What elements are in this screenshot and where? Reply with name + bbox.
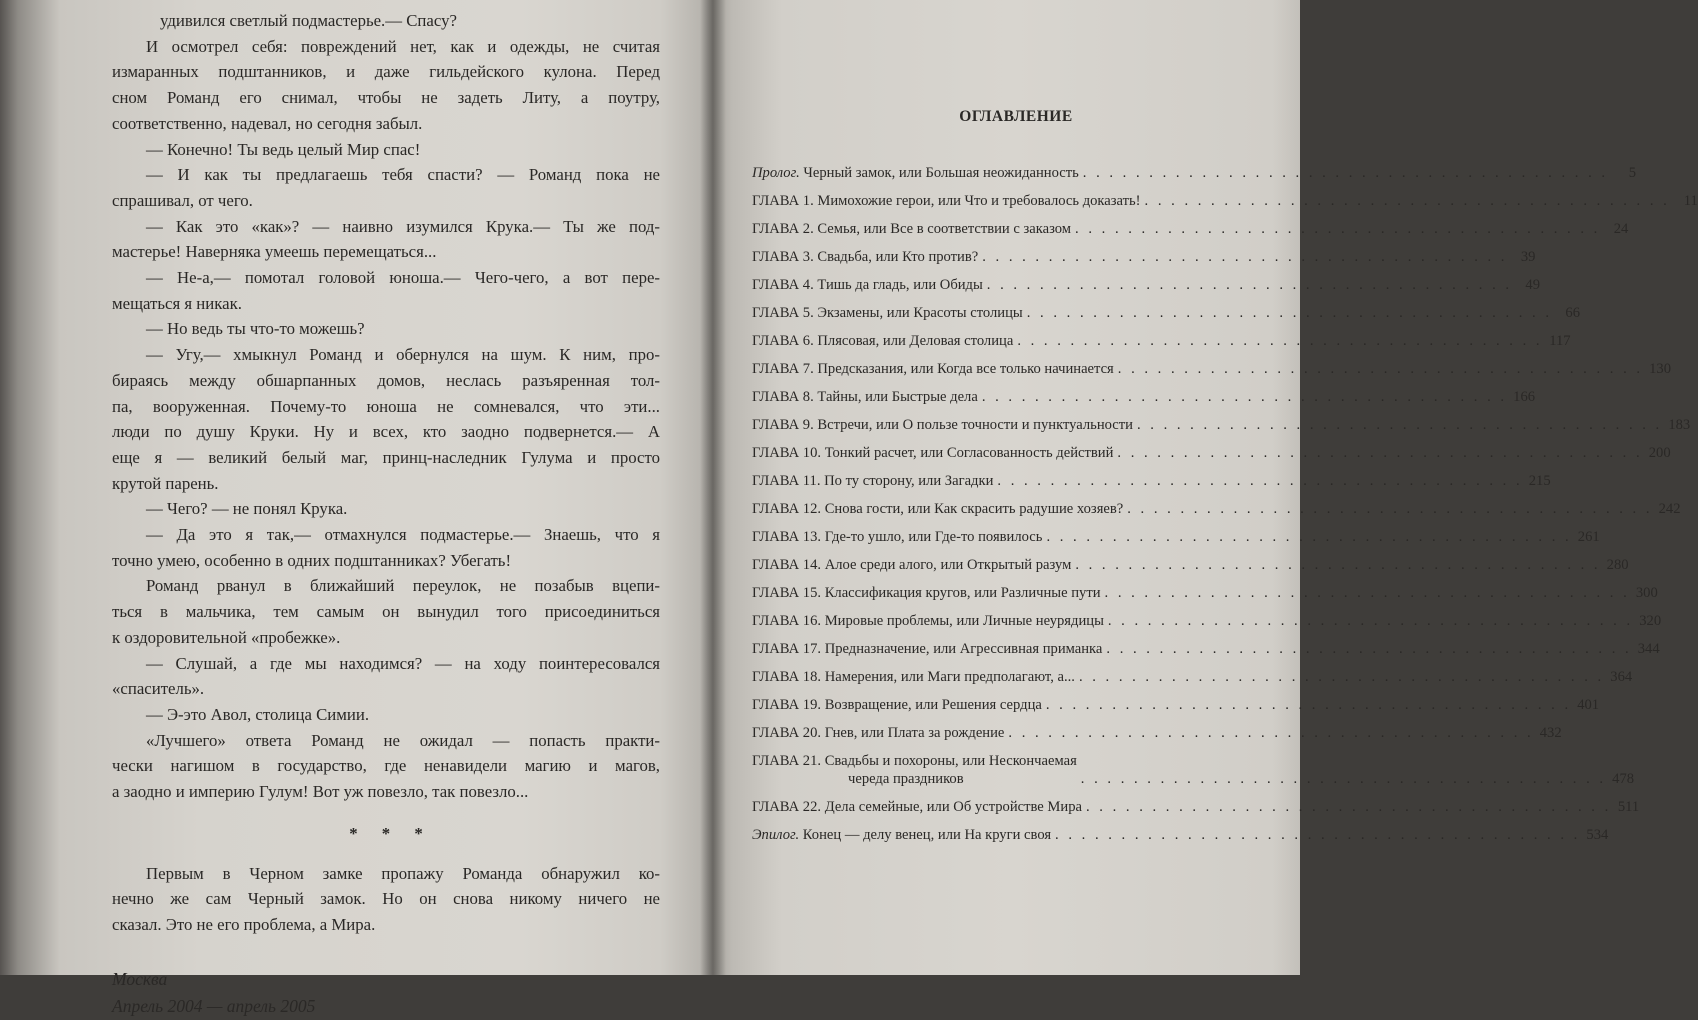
toc-entry-label bbox=[752, 752, 1077, 788]
text-line: спрашивал, от чего. bbox=[112, 190, 253, 210]
toc-page-number: 401 bbox=[1577, 697, 1600, 713]
toc-leader-dots: . . . . . . . . . . . . . . . . . . . . . . . . . . . . . . . . . . . . . . . . bbox=[1055, 827, 1581, 843]
toc-entry bbox=[752, 546, 1629, 574]
toc-leader-dots: . . . . . . . . . . . . . . . . . . . . . . . . . . . . . . . . . . . . . . . . bbox=[1045, 697, 1572, 713]
toc-entry-prefix: Эпилог. bbox=[752, 827, 800, 843]
text-line: — Но ведь ты что-то можешь? bbox=[146, 319, 365, 339]
text-line: удивился светлый подмастерье.— Спасу? bbox=[160, 11, 457, 30]
text-line: — Угу,— хмыкнул Романд и обернулся на шум. К ним, про- bbox=[146, 345, 660, 365]
toc-entry bbox=[752, 266, 1541, 294]
toc-entry-prefix: ГЛАВА 11. bbox=[752, 473, 821, 489]
text-line: точно умею, особенно в одних подштанниках? Убегать! bbox=[112, 550, 512, 570]
toc-leader-dots: . . . . . . . . . . . . . . . . . . . . . . . . . . . . . . . . . . . . . . . . bbox=[1086, 799, 1612, 815]
text-line: крутой парень. bbox=[112, 473, 219, 493]
toc-entry-prefix: ГЛАВА 17. bbox=[752, 641, 822, 657]
text-line: соответственно, надевал, но сегодня забыл. bbox=[112, 113, 423, 133]
toc-entry-prefix: ГЛАВА 3. bbox=[752, 249, 814, 265]
toc-leader-dots: . . . . . . . . . . . . . . . . . . . . . . . . . . . . . . . . . . . . . . . . bbox=[1026, 305, 1552, 321]
toc-leader-dots: . . . . . . . . . . . . . . . . . . . . . . . . . . . . . . . . . . . . . . . . bbox=[1107, 613, 1634, 629]
toc-page-number: 478 bbox=[1612, 771, 1635, 787]
signature bbox=[112, 966, 660, 1020]
toc-page-number: 432 bbox=[1539, 725, 1562, 741]
signature-dates: Апрель 2004 — апрель 2005 bbox=[112, 995, 316, 1016]
toc-entry bbox=[752, 154, 1637, 182]
toc-entry bbox=[752, 816, 1609, 844]
toc-entry bbox=[752, 602, 1662, 630]
toc-entry-label bbox=[752, 444, 1113, 462]
toc-entry-prefix: ГЛАВА 18. bbox=[752, 669, 822, 685]
signature-city: Москва bbox=[112, 968, 168, 989]
toc-entry bbox=[752, 350, 1672, 378]
toc-entry-title: Снова гости, или Как скрасить радушие хозяев? bbox=[824, 501, 1124, 517]
toc-entry-prefix: ГЛАВА 10. bbox=[752, 445, 822, 461]
toc-leader-dots: . . . . . . . . . . . . . . . . . . . . . . . . . . . . . . . . . . . . . . . . bbox=[1075, 557, 1601, 573]
toc-entry-label bbox=[752, 192, 1141, 210]
toc-page-number: 200 bbox=[1648, 445, 1671, 461]
toc-entry-label bbox=[752, 164, 1079, 182]
toc-title: ОГЛАВЛЕНИЕ bbox=[959, 108, 1073, 125]
toc-leader-dots: . . . . . . . . . . . . . . . . . . . . . . . . . . . . . . . . . . . . . . . . bbox=[997, 473, 1523, 489]
toc-entry-label bbox=[752, 248, 978, 266]
text-line: мастерье! Наверняка умеешь перемещаться... bbox=[112, 242, 437, 262]
toc-entry-title: Мимохожие герои, или Что и требовалось доказать! bbox=[817, 193, 1141, 209]
toc-entry bbox=[752, 462, 1551, 490]
toc-entry-label bbox=[752, 724, 1004, 742]
toc-leader-dots: . . . . . . . . . . . . . . . . . . . . . . . . . . . . . . . . . . . . . . . . bbox=[1127, 501, 1653, 517]
toc-entry-title: Свадьбы и похороны, или Нескончаемая bbox=[824, 753, 1077, 769]
table-of-contents bbox=[752, 108, 1698, 844]
toc-leader-dots: . . . . . . . . . . . . . . . . . . . . . . . . . . . . . . . . . . . . . . . . bbox=[981, 389, 1508, 405]
toc-entry-title: Экзамены, или Красоты столицы bbox=[817, 305, 1023, 321]
section-separator: * * * bbox=[349, 823, 433, 843]
toc-entry-prefix: ГЛАВА 20. bbox=[752, 725, 822, 741]
toc-leader-dots: . . . . . . . . . . . . . . . . . . . . . . . . . . . . . . . . . . . . . . . . bbox=[1008, 725, 1534, 741]
toc-entry-label bbox=[752, 696, 1042, 714]
toc-entry-prefix: ГЛАВА 5. bbox=[752, 305, 814, 321]
toc-page-number: 364 bbox=[1610, 669, 1633, 685]
toc-entry-prefix: ГЛАВА 15. bbox=[752, 585, 822, 601]
toc-entry-label bbox=[752, 826, 1051, 844]
text-line: к оздоровительной «пробежке». bbox=[112, 627, 341, 647]
toc-entry-label bbox=[752, 668, 1075, 686]
text-line: еще я — великий белый маг, принц-наследник Гулума и просто bbox=[112, 447, 660, 467]
toc-entry-title: Алое среди алого, или Открытый разум bbox=[824, 557, 1072, 573]
toc-page-number: 11 bbox=[1683, 193, 1698, 209]
toc-leader-dots: . . . . . . . . . . . . . . . . . . . . . . . . . . . . . . . . . . . . . . . . bbox=[1144, 193, 1670, 209]
toc-leader-dots: . . . . . . . . . . . . . . . . . . . . . . . . . . . . . . . . . . . . . . . . bbox=[1017, 333, 1543, 349]
text-line: бираясь между обшарпанных домов, неслась разъяренная тол- bbox=[112, 370, 660, 390]
toc-entry bbox=[752, 322, 1571, 350]
toc-entry bbox=[752, 378, 1536, 406]
text-line: Первым в Черном замке пропажу Романда обнаружил ко- bbox=[146, 863, 660, 883]
text-line: — Чего? — не понял Крука. bbox=[146, 499, 348, 519]
toc-entry-title: Мировые проблемы, или Личные неурядицы bbox=[824, 613, 1104, 629]
toc-page-number: 166 bbox=[1513, 389, 1536, 405]
toc-page-number: 39 bbox=[1520, 249, 1536, 265]
toc-leader-dots: . . . . . . . . . . . . . . . . . . . . . . . . . . . . . . . . . . . . . . . . bbox=[1046, 529, 1572, 545]
toc-page-number: 24 bbox=[1613, 221, 1629, 237]
text-line: «Лучшего» ответа Романд не ожидал — попасть практи- bbox=[146, 730, 660, 750]
toc-entry-prefix: ГЛАВА 21. bbox=[752, 753, 822, 769]
text-line: сказал. Это не его проблема, а Мира. bbox=[112, 914, 376, 934]
toc-entry-label bbox=[752, 500, 1123, 518]
text-line: — Конечно! Ты ведь целый Мир спас! bbox=[146, 139, 421, 159]
text-line: чески нагишом в государство, где ненавидели магию и магов, bbox=[112, 756, 660, 776]
toc-entry-prefix: ГЛАВА 9. bbox=[752, 417, 814, 433]
toc-entry-label bbox=[752, 388, 978, 406]
toc-entry bbox=[752, 714, 1562, 742]
toc-entry-label bbox=[752, 584, 1101, 602]
toc-entry-prefix: ГЛАВА 2. bbox=[752, 221, 814, 237]
toc-list bbox=[752, 154, 1698, 844]
text-line: — Да это я так,— отмахнулся подмастерье.— Знаешь, что я bbox=[146, 525, 660, 545]
toc-entry-prefix: ГЛАВА 14. bbox=[752, 557, 822, 573]
toc-entry bbox=[752, 630, 1660, 658]
text-line: люди по душу Круки. Ну и всех, кто заодно подвернется.— А bbox=[112, 422, 660, 442]
toc-leader-dots: . . . . . . . . . . . . . . . . . . . . . . . . . . . . . . . . . . . . . . . . bbox=[1078, 669, 1605, 685]
toc-entry bbox=[752, 574, 1658, 602]
toc-leader-dots: . . . . . . . . . . . . . . . . . . . . . . . . . . . . . . . . . . . . . . . . bbox=[1117, 361, 1644, 377]
toc-leader-dots: . . . . . . . . . . . . . . . . . . . . . . . . . . . . . . . . . . . . . . . . bbox=[986, 277, 1513, 293]
toc-entry-label bbox=[752, 304, 1023, 322]
toc-entry bbox=[752, 490, 1681, 518]
text-line: — Слушай, а где мы находимся? — на ходу поинтересовался bbox=[146, 653, 660, 673]
toc-entry-title: Предназначение, или Агрессивная приманка bbox=[824, 641, 1103, 657]
toc-entry-label bbox=[752, 416, 1133, 434]
toc-entry-title: Свадьба, или Кто против? bbox=[817, 249, 979, 265]
toc-page-number: 344 bbox=[1637, 641, 1660, 657]
toc-page-number: 242 bbox=[1658, 501, 1681, 517]
text-line: сном Романд его снимал, чтобы не задеть Литу, а поутру, bbox=[112, 88, 660, 108]
toc-entry-label bbox=[752, 276, 983, 294]
text-line: нечно же сам Черный замок. Но он снова никому ничего не bbox=[112, 889, 660, 909]
toc-entry-prefix: ГЛАВА 19. bbox=[752, 697, 822, 713]
toc-leader-dots: . . . . . . . . . . . . . . . . . . . . . . . . . . . . . . . . . . . . . . . . bbox=[982, 249, 1508, 265]
toc-entry-prefix: ГЛАВА 6. bbox=[752, 333, 814, 349]
toc-entry-label bbox=[752, 220, 1071, 238]
text-line: Романд рванул в ближайший переулок, не позабыв вцепи- bbox=[146, 576, 660, 596]
toc-entry-title: Конец — делу венец, или На круги своя bbox=[802, 827, 1052, 843]
toc-entry-prefix: ГЛАВА 7. bbox=[752, 361, 814, 377]
toc-page-number: 280 bbox=[1606, 557, 1629, 573]
toc-entry bbox=[752, 788, 1640, 816]
toc-page-number: 117 bbox=[1549, 333, 1571, 349]
toc-entry-prefix: ГЛАВА 22. bbox=[752, 799, 822, 815]
toc-entry-title: Тонкий расчет, или Согласованность действий bbox=[824, 445, 1114, 461]
toc-page-number: 130 bbox=[1649, 361, 1672, 377]
toc-entry bbox=[752, 658, 1633, 686]
toc-entry-title: Возвращение, или Решения сердца bbox=[824, 697, 1042, 713]
text-line: — Не-а,— помотал головой юноша.— Чего-чего, а вот пере- bbox=[146, 268, 660, 288]
toc-leader-dots: . . . . . . . . . . . . . . . . . . . . . . . . . . . . . . . . . . . . . . . . bbox=[1136, 417, 1663, 433]
toc-entry-title: Тишь да гладь, или Обиды bbox=[817, 277, 983, 293]
text-line: ться в мальчика, тем самым он вынудил того присоединиться bbox=[112, 602, 660, 622]
toc-entry-label bbox=[752, 612, 1104, 630]
toc-entry-title: Предсказания, или Когда все только начинается bbox=[817, 361, 1114, 377]
toc-page-number: 320 bbox=[1639, 613, 1662, 629]
toc-page-number: 5 bbox=[1628, 165, 1637, 181]
toc-leader-dots: . . . . . . . . . . . . . . . . . . . . . . . . . . . . . . . . . . . . . . . . bbox=[1082, 165, 1609, 181]
text-line: па, вооруженная. Почему-то юноша не сомневался, что эти... bbox=[112, 396, 660, 416]
toc-entry bbox=[752, 742, 1635, 788]
toc-entry-title: Классификация кругов, или Различные пути bbox=[824, 585, 1101, 601]
toc-entry-label bbox=[752, 640, 1102, 658]
toc-entry bbox=[752, 686, 1600, 714]
toc-entry-title: Тайны, или Быстрые дела bbox=[817, 389, 978, 405]
toc-page-number: 215 bbox=[1528, 473, 1551, 489]
toc-leader-dots: . . . . . . . . . . . . . . . . . . . . . . . . . . . . . . . . . . . . . . . . bbox=[1080, 771, 1607, 787]
text-line: — Как это «как»? — наивно изумился Крука.— Ты же под- bbox=[146, 216, 660, 236]
toc-page-number: 511 bbox=[1617, 799, 1640, 815]
toc-entry-prefix: ГЛАВА 1. bbox=[752, 193, 814, 209]
toc-entry-prefix: ГЛАВА 4. bbox=[752, 277, 814, 293]
text-line: «спаситель». bbox=[112, 679, 205, 699]
toc-entry-title: Где-то ушло, или Где-то появилось bbox=[824, 529, 1043, 545]
toc-entry-prefix: ГЛАВА 12. bbox=[752, 501, 822, 517]
toc-entry-label bbox=[752, 556, 1071, 574]
toc-entry-prefix: ГЛАВА 8. bbox=[752, 389, 814, 405]
text-line: мещаться я никак. bbox=[112, 293, 242, 313]
toc-entry-label bbox=[752, 332, 1013, 350]
toc-entry-prefix: ГЛАВА 16. bbox=[752, 613, 822, 629]
toc-entry-title: Намерения, или Маги предполагают, а... bbox=[824, 669, 1075, 685]
text-line: измаранных подштанников, и даже гильдейского кулона. Перед bbox=[112, 62, 660, 82]
toc-entry-prefix: Пролог. bbox=[752, 165, 800, 181]
toc-entry bbox=[752, 182, 1698, 210]
toc-entry bbox=[752, 294, 1580, 322]
toc-entry bbox=[752, 434, 1671, 462]
toc-leader-dots: . . . . . . . . . . . . . . . . . . . . . . . . . . . . . . . . . . . . . . . . bbox=[1106, 641, 1632, 657]
toc-entry-label bbox=[752, 528, 1042, 546]
book-gutter bbox=[700, 0, 726, 975]
toc-page-number: 183 bbox=[1668, 417, 1691, 433]
left-page-text bbox=[112, 8, 660, 1020]
toc-entry-label bbox=[752, 472, 993, 490]
text-line: — И как ты предлагаешь тебя спасти? — Романд пока не bbox=[146, 165, 660, 185]
toc-page-number: 534 bbox=[1586, 827, 1609, 843]
toc-entry-title: По ту сторону, или Загадки bbox=[824, 473, 994, 489]
toc-page-number: 49 bbox=[1525, 277, 1541, 293]
toc-entry bbox=[752, 210, 1629, 238]
text-line: И осмотрел себя: повреждений нет, как и одежды, не считая bbox=[146, 36, 660, 56]
toc-entry-title: Плясовая, или Деловая столица bbox=[817, 333, 1014, 349]
toc-leader-dots: . . . . . . . . . . . . . . . . . . . . . . . . . . . . . . . . . . . . . . . . bbox=[1104, 585, 1630, 601]
toc-leader-dots: . . . . . . . . . . . . . . . . . . . . . . . . . . . . . . . . . . . . . . . . bbox=[1117, 445, 1643, 461]
toc-entry-title-continued: череда праздников bbox=[848, 771, 964, 787]
toc-leader-dots: . . . . . . . . . . . . . . . . . . . . . . . . . . . . . . . . . . . . . . . . bbox=[1075, 221, 1601, 237]
toc-page-number: 66 bbox=[1565, 305, 1580, 321]
toc-entry bbox=[752, 406, 1691, 434]
toc-page-number: 300 bbox=[1635, 585, 1658, 601]
toc-entry-title: Дела семейные, или Об устройстве Мира bbox=[824, 799, 1082, 815]
toc-entry bbox=[752, 238, 1536, 266]
toc-entry-prefix: ГЛАВА 13. bbox=[752, 529, 822, 545]
toc-page-number: 261 bbox=[1577, 529, 1600, 545]
toc-entry-label bbox=[752, 798, 1082, 816]
text-line: а заодно и империю Гулум! Вот уж повезло, так повезло... bbox=[112, 782, 529, 802]
toc-entry-title: Семья, или Все в соответствии с заказом bbox=[817, 221, 1072, 237]
toc-entry-label bbox=[752, 360, 1114, 378]
text-line: — Э-это Авол, столица Симии. bbox=[146, 704, 370, 724]
toc-entry-title: Черный замок, или Большая неожиданность bbox=[803, 165, 1079, 181]
toc-entry-title: Встречи, или О пользе точности и пунктуальности bbox=[817, 417, 1133, 433]
toc-entry bbox=[752, 518, 1600, 546]
toc-entry-title: Гнев, или Плата за рождение bbox=[824, 725, 1005, 741]
